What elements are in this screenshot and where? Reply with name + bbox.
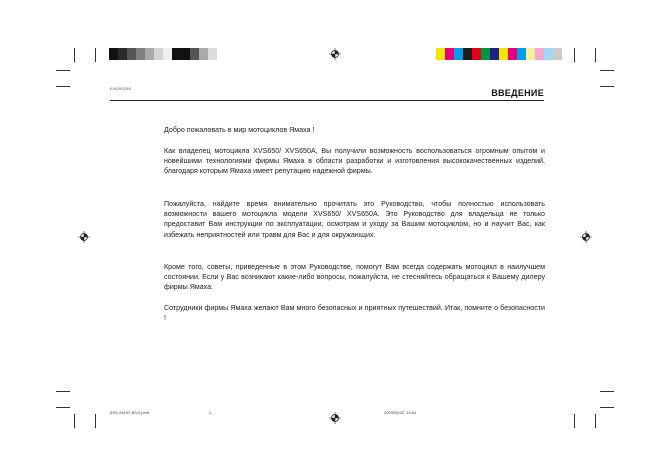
crop-mark bbox=[56, 391, 70, 392]
paragraph-ownership: Как владелец мотоцикла XVS650/ XVS650A, Вы получили возможность воспользоваться огромным опытом и новейшими технологиями фирмы Ямаха в области разработки и изготовления высококачественных изделий, благодаря которым Ямаха имеет репутацию надежной фирмы. bbox=[164, 147, 545, 176]
gray-swatch bbox=[163, 48, 172, 60]
gray-swatch bbox=[136, 48, 145, 60]
footer-page-number: 1 bbox=[209, 410, 212, 415]
gray-swatch bbox=[109, 48, 118, 60]
color-swatch bbox=[508, 48, 517, 60]
footer-timestamp: 2003/05/22, 15:04 bbox=[384, 410, 417, 415]
gray-swatch bbox=[154, 48, 163, 60]
crop-mark bbox=[74, 414, 75, 428]
footer-filename: 5SC-28197-R0-0.pmd bbox=[110, 410, 150, 415]
crop-mark bbox=[56, 70, 70, 71]
color-swatch bbox=[526, 48, 535, 60]
crop-mark bbox=[600, 86, 614, 87]
crop-mark bbox=[600, 391, 614, 392]
crop-mark bbox=[600, 70, 614, 71]
color-swatch bbox=[481, 48, 490, 60]
crop-mark bbox=[74, 48, 75, 62]
paragraph-safety: Сотрудники фирмы Ямаха желают Вам много безопасных и приятных путешествий. Итак, помните о безопасности ! bbox=[164, 304, 545, 323]
document-code: EAU00338 bbox=[110, 86, 131, 91]
color-swatch bbox=[553, 48, 562, 60]
title-underline bbox=[110, 100, 544, 101]
gray-swatch bbox=[190, 48, 199, 60]
color-swatch bbox=[535, 48, 544, 60]
color-swatch bbox=[454, 48, 463, 60]
gray-swatch bbox=[199, 48, 208, 60]
crop-mark bbox=[595, 48, 596, 62]
registration-mark-bottom-icon bbox=[329, 412, 341, 424]
color-swatch bbox=[517, 48, 526, 60]
crop-mark bbox=[574, 48, 575, 62]
crop-mark bbox=[95, 414, 96, 428]
paragraph-welcome: Добро пожаловать в мир мотоциклов Ямаха ! bbox=[164, 126, 315, 134]
registration-mark-right-icon bbox=[580, 231, 592, 243]
crop-mark bbox=[574, 414, 575, 428]
registration-mark-left-icon bbox=[78, 231, 90, 243]
crop-mark bbox=[595, 414, 596, 428]
registration-mark-top-icon bbox=[329, 48, 341, 60]
crop-mark bbox=[95, 48, 96, 62]
color-swatch bbox=[490, 48, 499, 60]
color-swatch bbox=[445, 48, 454, 60]
color-swatch bbox=[463, 48, 472, 60]
gray-swatch bbox=[118, 48, 127, 60]
paragraph-read-manual: Пожалуйста, найдите время внимательно прочитать это Руководство, чтобы полностью использовать возможности вашего мотоцикла модели XVS650/ XVS650A. Это Руководство для владельца не только предоставит Вам инструкции по эксплуатации, осмотрам и уходу за Вашим мотоциклом, но и научит Вас, как избежать неприятностей или травм для Вас и для окружающих. bbox=[164, 200, 545, 239]
paragraph-advice: Кроме того, советы, приведенные в этом Руководстве, помогут Вам всегда содержать мотоцикл в наилучшем состоянии. Если у Вас возникают какие-либо вопросы, пожалуйста, не стесняйтесь обращаться к Вашему дилеру фирмы Ямаха. bbox=[164, 263, 545, 292]
crop-mark bbox=[56, 86, 70, 87]
gray-swatch bbox=[208, 48, 217, 60]
color-swatch bbox=[499, 48, 508, 60]
color-swatch bbox=[472, 48, 481, 60]
color-swatch bbox=[436, 48, 445, 60]
gray-swatch bbox=[127, 48, 136, 60]
gray-swatch bbox=[172, 48, 181, 60]
gray-swatch bbox=[181, 48, 190, 60]
page-title: ВВЕДЕНИЕ bbox=[491, 88, 544, 98]
crop-mark bbox=[600, 407, 614, 408]
color-swatch bbox=[544, 48, 553, 60]
crop-mark bbox=[56, 407, 70, 408]
gray-swatch bbox=[145, 48, 154, 60]
